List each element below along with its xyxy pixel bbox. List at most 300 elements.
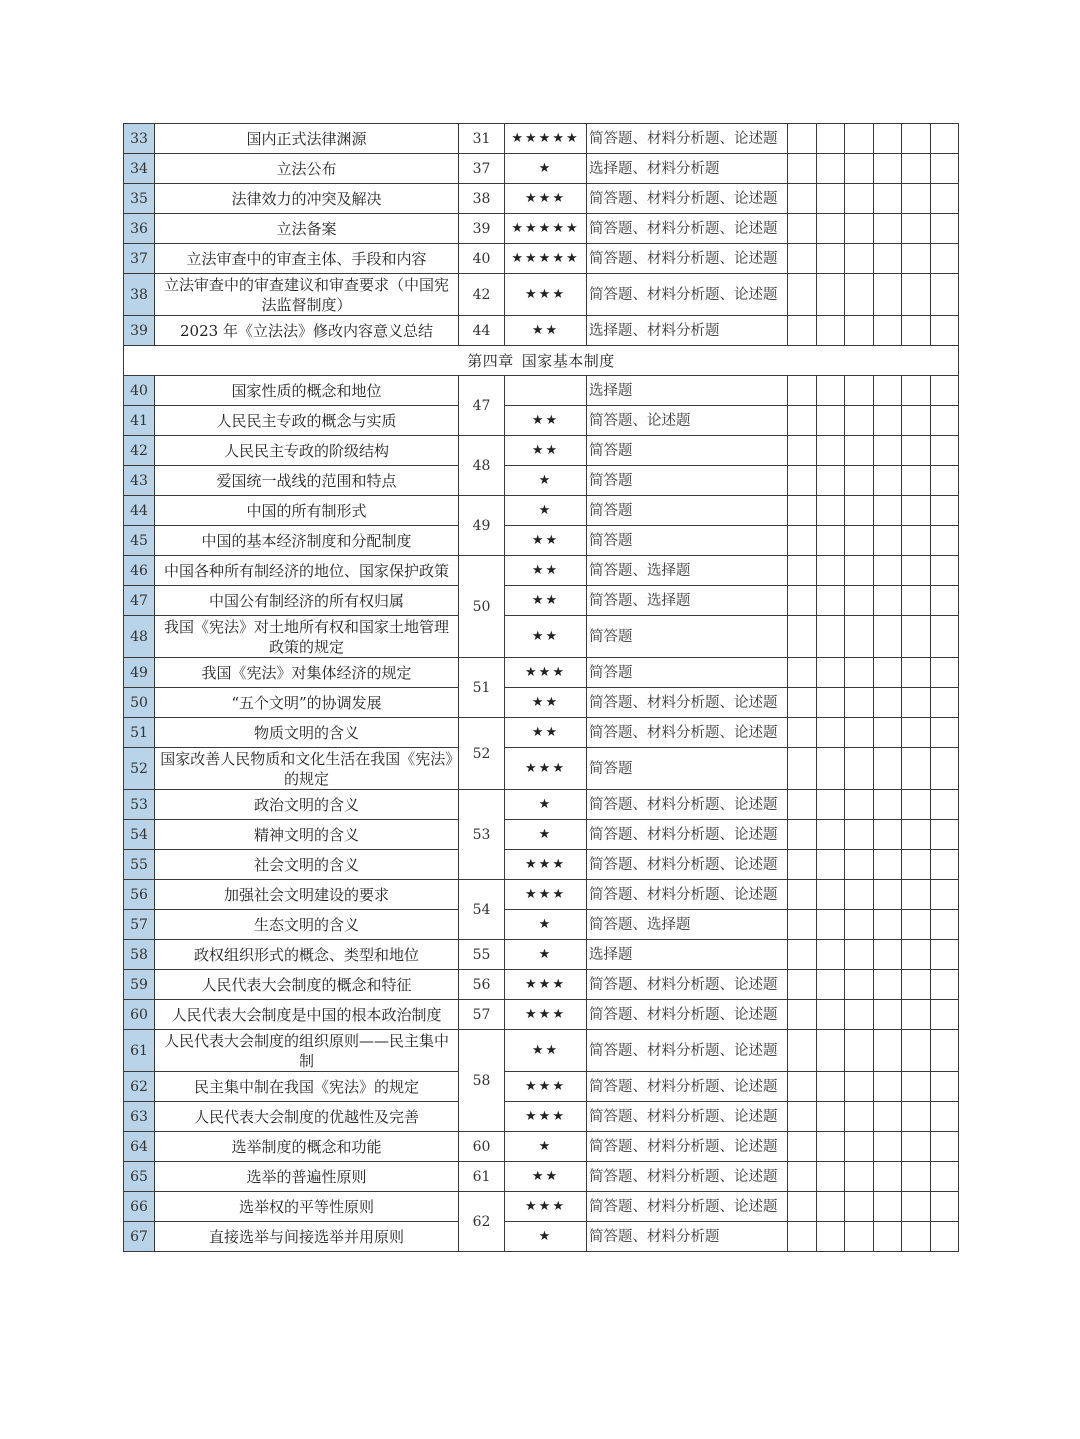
- chapter-header-row: [124, 346, 959, 376]
- check-cell: [902, 970, 931, 1000]
- check-cell: [931, 586, 959, 616]
- check-cell: [845, 406, 874, 436]
- check-cell: [874, 970, 902, 1000]
- stars-cell: ★: [505, 790, 587, 820]
- check-cell: [788, 496, 817, 526]
- table-row: [124, 790, 959, 820]
- check-cell: [817, 688, 845, 718]
- stars-cell: ★★★★★: [505, 244, 587, 274]
- question-types-cell: 简答题、材料分析题、论述题: [587, 1162, 788, 1192]
- table-row: [124, 376, 959, 406]
- page-cell: 52: [459, 718, 505, 790]
- check-cell: [874, 880, 902, 910]
- check-cell: [845, 154, 874, 184]
- table-row: [124, 1162, 959, 1192]
- check-cell: [817, 1102, 845, 1132]
- table-row: [124, 658, 959, 688]
- stars-cell: ★★★: [505, 748, 587, 790]
- row-number: 46: [124, 556, 155, 586]
- row-number: 55: [124, 850, 155, 880]
- page-cell: 62: [459, 1192, 505, 1252]
- topic-cell: 人民代表大会制度是中国的根本政治制度: [155, 1000, 459, 1030]
- table-row: [124, 436, 959, 466]
- check-cell: [788, 910, 817, 940]
- check-cell: [817, 970, 845, 1000]
- question-types-cell: 简答题、材料分析题、论述题: [587, 184, 788, 214]
- row-number: 51: [124, 718, 155, 748]
- page-cell: 31: [459, 124, 505, 154]
- check-cell: [931, 1072, 959, 1102]
- page-cell: 51: [459, 658, 505, 718]
- check-cell: [788, 688, 817, 718]
- check-cell: [845, 244, 874, 274]
- question-types-cell: 简答题、材料分析题、论述题: [587, 124, 788, 154]
- study-table: [123, 123, 959, 1252]
- stars-cell: ★★: [505, 316, 587, 346]
- check-cell: [902, 466, 931, 496]
- check-cell: [874, 1132, 902, 1162]
- page-cell: 50: [459, 556, 505, 658]
- check-cell: [874, 586, 902, 616]
- check-cell: [874, 1192, 902, 1222]
- check-cell: [845, 688, 874, 718]
- page-cell: 37: [459, 154, 505, 184]
- check-cell: [845, 1162, 874, 1192]
- table-row: [124, 820, 959, 850]
- check-cell: [845, 850, 874, 880]
- stars-cell: ★★: [505, 526, 587, 556]
- check-cell: [845, 1222, 874, 1252]
- page-cell: 44: [459, 316, 505, 346]
- topic-cell: 人民民主专政的阶级结构: [155, 436, 459, 466]
- check-cell: [902, 910, 931, 940]
- check-cell: [931, 496, 959, 526]
- stars-cell: ★: [505, 940, 587, 970]
- check-cell: [788, 436, 817, 466]
- topic-cell: 人民代表大会制度的组织原则——民主集中制: [155, 1030, 459, 1072]
- check-cell: [874, 184, 902, 214]
- check-cell: [817, 1222, 845, 1252]
- check-cell: [931, 214, 959, 244]
- row-number: 34: [124, 154, 155, 184]
- check-cell: [931, 910, 959, 940]
- check-cell: [931, 124, 959, 154]
- page-cell: 55: [459, 940, 505, 970]
- row-number: 58: [124, 940, 155, 970]
- stars-cell: ★: [505, 466, 587, 496]
- check-cell: [817, 406, 845, 436]
- check-cell: [931, 820, 959, 850]
- check-cell: [902, 1222, 931, 1252]
- check-cell: [788, 214, 817, 244]
- question-types-cell: 简答题、选择题: [587, 586, 788, 616]
- stars-cell: ★★: [505, 616, 587, 658]
- row-number: 39: [124, 316, 155, 346]
- check-cell: [902, 688, 931, 718]
- table-row: [124, 1102, 959, 1132]
- check-cell: [788, 1102, 817, 1132]
- check-cell: [788, 526, 817, 556]
- check-cell: [845, 466, 874, 496]
- question-types-cell: 简答题: [587, 658, 788, 688]
- check-cell: [931, 1192, 959, 1222]
- check-cell: [845, 820, 874, 850]
- question-types-cell: 简答题、材料分析题、论述题: [587, 970, 788, 1000]
- topic-cell: 中国的所有制形式: [155, 496, 459, 526]
- topic-cell: 人民代表大会制度的优越性及完善: [155, 1102, 459, 1132]
- table-row: [124, 496, 959, 526]
- question-types-cell: 简答题、材料分析题: [587, 1222, 788, 1252]
- check-cell: [902, 880, 931, 910]
- stars-cell: ★★★: [505, 1102, 587, 1132]
- check-cell: [874, 526, 902, 556]
- check-cell: [931, 790, 959, 820]
- check-cell: [931, 658, 959, 688]
- page-cell: 61: [459, 1162, 505, 1192]
- check-cell: [874, 556, 902, 586]
- check-cell: [817, 154, 845, 184]
- table-row: [124, 586, 959, 616]
- check-cell: [902, 940, 931, 970]
- row-number: 59: [124, 970, 155, 1000]
- topic-cell: 立法审查中的审查主体、手段和内容: [155, 244, 459, 274]
- check-cell: [845, 1000, 874, 1030]
- question-types-cell: 选择题: [587, 376, 788, 406]
- check-cell: [902, 376, 931, 406]
- question-types-cell: 简答题、材料分析题、论述题: [587, 1102, 788, 1132]
- question-types-cell: 简答题: [587, 466, 788, 496]
- check-cell: [788, 1222, 817, 1252]
- check-cell: [874, 1162, 902, 1192]
- check-cell: [874, 1102, 902, 1132]
- check-cell: [902, 748, 931, 790]
- check-cell: [788, 1162, 817, 1192]
- row-number: 42: [124, 436, 155, 466]
- stars-cell: ★★★★★: [505, 124, 587, 154]
- stars-cell: [505, 376, 587, 406]
- table-row: [124, 274, 959, 316]
- row-number: 36: [124, 214, 155, 244]
- check-cell: [845, 376, 874, 406]
- check-cell: [788, 970, 817, 1000]
- check-cell: [902, 316, 931, 346]
- check-cell: [845, 1102, 874, 1132]
- question-types-cell: 简答题、材料分析题、论述题: [587, 790, 788, 820]
- check-cell: [874, 274, 902, 316]
- question-types-cell: 简答题、材料分析题、论述题: [587, 1030, 788, 1072]
- check-cell: [788, 184, 817, 214]
- check-cell: [788, 466, 817, 496]
- row-number: 50: [124, 688, 155, 718]
- topic-cell: 国家改善人民物质和文化生活在我国《宪法》的规定: [155, 748, 459, 790]
- table-row: [124, 1192, 959, 1222]
- stars-cell: ★★: [505, 718, 587, 748]
- check-cell: [902, 124, 931, 154]
- question-types-cell: 选择题: [587, 940, 788, 970]
- check-cell: [931, 1030, 959, 1072]
- table-row: [124, 850, 959, 880]
- check-cell: [845, 1030, 874, 1072]
- check-cell: [817, 556, 845, 586]
- table-row: [124, 970, 959, 1000]
- check-cell: [845, 910, 874, 940]
- check-cell: [931, 316, 959, 346]
- check-cell: [817, 586, 845, 616]
- table-row: [124, 688, 959, 718]
- check-cell: [902, 1072, 931, 1102]
- row-number: 38: [124, 274, 155, 316]
- check-cell: [931, 526, 959, 556]
- row-number: 60: [124, 1000, 155, 1030]
- table-row: [124, 880, 959, 910]
- check-cell: [845, 556, 874, 586]
- check-cell: [788, 406, 817, 436]
- check-cell: [817, 244, 845, 274]
- check-cell: [788, 790, 817, 820]
- check-cell: [902, 1192, 931, 1222]
- topic-cell: “五个文明”的协调发展: [155, 688, 459, 718]
- question-types-cell: 简答题: [587, 616, 788, 658]
- topic-cell: 中国公有制经济的所有权归属: [155, 586, 459, 616]
- check-cell: [817, 820, 845, 850]
- table-row: [124, 748, 959, 790]
- stars-cell: ★★★★★: [505, 214, 587, 244]
- topic-cell: 立法审查中的审查建议和审查要求（中国宪法监督制度）: [155, 274, 459, 316]
- check-cell: [788, 880, 817, 910]
- check-cell: [902, 184, 931, 214]
- check-cell: [902, 214, 931, 244]
- check-cell: [931, 1162, 959, 1192]
- question-types-cell: 简答题、材料分析题、论述题: [587, 718, 788, 748]
- topic-cell: 精神文明的含义: [155, 820, 459, 850]
- table-row: [124, 466, 959, 496]
- check-cell: [817, 616, 845, 658]
- check-cell: [817, 496, 845, 526]
- row-number: 64: [124, 1132, 155, 1162]
- stars-cell: ★: [505, 820, 587, 850]
- check-cell: [845, 718, 874, 748]
- check-cell: [874, 820, 902, 850]
- check-cell: [874, 688, 902, 718]
- check-cell: [902, 718, 931, 748]
- check-cell: [902, 1102, 931, 1132]
- check-cell: [817, 1132, 845, 1162]
- table-row: [124, 556, 959, 586]
- topic-cell: 立法备案: [155, 214, 459, 244]
- topic-cell: 生态文明的含义: [155, 910, 459, 940]
- stars-cell: ★★★: [505, 1192, 587, 1222]
- check-cell: [788, 940, 817, 970]
- check-cell: [788, 850, 817, 880]
- check-cell: [902, 820, 931, 850]
- check-cell: [902, 790, 931, 820]
- check-cell: [874, 658, 902, 688]
- table-row: [124, 1132, 959, 1162]
- check-cell: [902, 1162, 931, 1192]
- topic-cell: 社会文明的含义: [155, 850, 459, 880]
- check-cell: [874, 1222, 902, 1252]
- check-cell: [788, 718, 817, 748]
- topic-cell: 选举权的平等性原则: [155, 1192, 459, 1222]
- check-cell: [788, 1132, 817, 1162]
- table-row: [124, 184, 959, 214]
- chapter-header: [124, 346, 959, 376]
- check-cell: [845, 1192, 874, 1222]
- question-types-cell: 选择题、材料分析题: [587, 154, 788, 184]
- topic-cell: 中国各种所有制经济的地位、国家保护政策: [155, 556, 459, 586]
- question-types-cell: 简答题、材料分析题、论述题: [587, 214, 788, 244]
- check-cell: [845, 658, 874, 688]
- check-cell: [788, 154, 817, 184]
- stars-cell: ★★: [505, 406, 587, 436]
- topic-cell: 物质文明的含义: [155, 718, 459, 748]
- question-types-cell: 简答题、材料分析题、论述题: [587, 1000, 788, 1030]
- stars-cell: ★★★: [505, 1072, 587, 1102]
- check-cell: [902, 586, 931, 616]
- question-types-cell: 简答题、材料分析题、论述题: [587, 274, 788, 316]
- row-number: 62: [124, 1072, 155, 1102]
- table-row: [124, 910, 959, 940]
- check-cell: [788, 556, 817, 586]
- topic-cell: 我国《宪法》对土地所有权和国家土地管理政策的规定: [155, 616, 459, 658]
- stars-cell: ★★★: [505, 658, 587, 688]
- row-number: 53: [124, 790, 155, 820]
- check-cell: [845, 1072, 874, 1102]
- check-cell: [874, 718, 902, 748]
- check-cell: [845, 880, 874, 910]
- check-cell: [845, 274, 874, 316]
- row-number: 67: [124, 1222, 155, 1252]
- topic-cell: 选举制度的概念和功能: [155, 1132, 459, 1162]
- check-cell: [817, 748, 845, 790]
- check-cell: [788, 748, 817, 790]
- page-cell: 42: [459, 274, 505, 316]
- row-number: 33: [124, 124, 155, 154]
- check-cell: [817, 1030, 845, 1072]
- chapter-title: 国家基本制度: [521, 351, 615, 370]
- row-number: 35: [124, 184, 155, 214]
- check-cell: [902, 496, 931, 526]
- page-cell: 38: [459, 184, 505, 214]
- check-cell: [817, 274, 845, 316]
- row-number: 57: [124, 910, 155, 940]
- question-types-cell: 简答题、选择题: [587, 910, 788, 940]
- check-cell: [845, 184, 874, 214]
- check-cell: [817, 436, 845, 466]
- stars-cell: ★: [505, 496, 587, 526]
- check-cell: [817, 184, 845, 214]
- check-cell: [931, 1222, 959, 1252]
- topic-cell: 政权组织形式的概念、类型和地位: [155, 940, 459, 970]
- check-cell: [817, 910, 845, 940]
- check-cell: [874, 376, 902, 406]
- row-number: 65: [124, 1162, 155, 1192]
- row-number: 54: [124, 820, 155, 850]
- row-number: 43: [124, 466, 155, 496]
- check-cell: [902, 556, 931, 586]
- check-cell: [931, 880, 959, 910]
- row-number: 56: [124, 880, 155, 910]
- check-cell: [845, 436, 874, 466]
- check-cell: [874, 124, 902, 154]
- check-cell: [845, 748, 874, 790]
- question-types-cell: 简答题、论述题: [587, 406, 788, 436]
- table-row: [124, 940, 959, 970]
- check-cell: [874, 616, 902, 658]
- stars-cell: ★★★: [505, 850, 587, 880]
- check-cell: [931, 940, 959, 970]
- topic-cell: 加强社会文明建设的要求: [155, 880, 459, 910]
- check-cell: [874, 406, 902, 436]
- check-cell: [817, 790, 845, 820]
- check-cell: [874, 910, 902, 940]
- check-cell: [902, 274, 931, 316]
- check-cell: [902, 850, 931, 880]
- check-cell: [817, 850, 845, 880]
- check-cell: [817, 1192, 845, 1222]
- row-number: 66: [124, 1192, 155, 1222]
- check-cell: [931, 274, 959, 316]
- check-cell: [788, 1192, 817, 1222]
- table-row: [124, 1072, 959, 1102]
- check-cell: [817, 1162, 845, 1192]
- check-cell: [931, 406, 959, 436]
- check-cell: [931, 616, 959, 658]
- check-cell: [874, 850, 902, 880]
- check-cell: [788, 124, 817, 154]
- check-cell: [874, 1030, 902, 1072]
- check-cell: [902, 406, 931, 436]
- topic-cell: 国内正式法律渊源: [155, 124, 459, 154]
- question-types-cell: 简答题、材料分析题、论述题: [587, 850, 788, 880]
- check-cell: [874, 214, 902, 244]
- check-cell: [902, 616, 931, 658]
- check-cell: [788, 1030, 817, 1072]
- check-cell: [931, 466, 959, 496]
- check-cell: [874, 244, 902, 274]
- topic-cell: 国家性质的概念和地位: [155, 376, 459, 406]
- table-row: [124, 124, 959, 154]
- stars-cell: ★: [505, 1132, 587, 1162]
- check-cell: [902, 1132, 931, 1162]
- row-number: 40: [124, 376, 155, 406]
- page-cell: 60: [459, 1132, 505, 1162]
- page-cell: 39: [459, 214, 505, 244]
- check-cell: [931, 556, 959, 586]
- table-row: [124, 718, 959, 748]
- table-row: [124, 214, 959, 244]
- page-cell: 57: [459, 1000, 505, 1030]
- question-types-cell: 简答题、选择题: [587, 556, 788, 586]
- topic-cell: 选举的普遍性原则: [155, 1162, 459, 1192]
- question-types-cell: 简答题、材料分析题、论述题: [587, 244, 788, 274]
- table-row: [124, 616, 959, 658]
- check-cell: [788, 658, 817, 688]
- page-cell: 49: [459, 496, 505, 556]
- table-row: [124, 526, 959, 556]
- check-cell: [788, 316, 817, 346]
- topic-cell: 民主集中制在我国《宪法》的规定: [155, 1072, 459, 1102]
- table-row: [124, 316, 959, 346]
- topic-cell: 2023 年《立法法》修改内容意义总结: [155, 316, 459, 346]
- table-row: [124, 244, 959, 274]
- table-row: [124, 406, 959, 436]
- question-types-cell: 选择题、材料分析题: [587, 316, 788, 346]
- stars-cell: ★★: [505, 586, 587, 616]
- check-cell: [845, 214, 874, 244]
- page-cell: 58: [459, 1030, 505, 1132]
- question-types-cell: 简答题: [587, 436, 788, 466]
